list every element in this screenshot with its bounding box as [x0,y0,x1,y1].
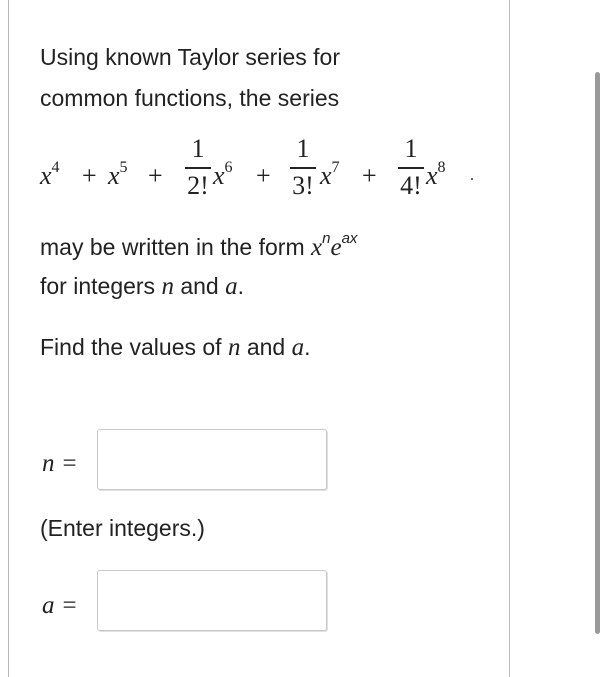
term-x5: $x^5$ [108,159,128,190]
a-label: a = [42,592,77,619]
n-answer-input[interactable] [97,429,327,490]
fraction-1-over-4fact: 1 4! [398,133,424,201]
integers-line: for integers n and a. [40,273,244,300]
form-line: may be written in the form $x^ne^{ax}$ [40,230,358,261]
term-x4: $x^4$ [40,159,60,190]
n-label: n = [42,450,77,477]
plus-sign: + [362,161,377,190]
plus-sign: + [256,161,271,190]
find-line: Find the values of n and a. [40,334,311,361]
plus-sign: + [148,161,163,190]
fraction-1-over-2fact: 1 2! [185,133,211,201]
scrollbar[interactable] [595,72,600,634]
a-answer-input[interactable] [97,570,327,631]
enter-integers-note: (Enter integers.) [40,515,205,541]
intro-line-2: common functions, the series [40,85,340,111]
series-terminator: . [470,167,474,184]
term-x7: $x^7$ [320,159,340,190]
intro-line-1: Using known Taylor series for [40,44,340,70]
term-x6: $x^6$ [213,159,233,190]
plus-sign: + [82,161,97,190]
term-x8: $x^8$ [426,159,446,190]
fraction-1-over-3fact: 1 3! [290,133,316,201]
